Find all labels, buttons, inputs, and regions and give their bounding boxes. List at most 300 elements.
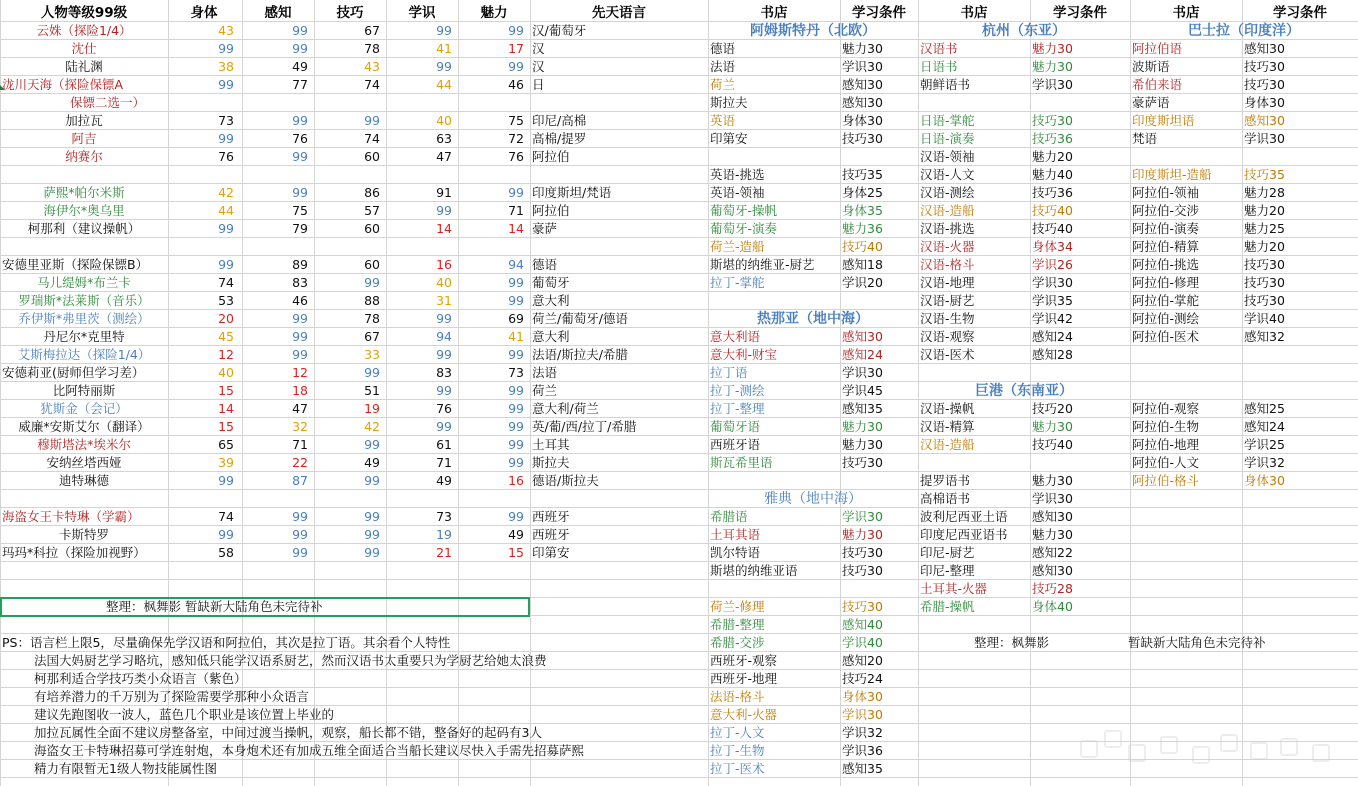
learning-condition[interactable]: 魅力30 [1032, 419, 1073, 434]
innate-language[interactable]: 西班牙 [532, 527, 570, 542]
learning-condition[interactable]: 魅力36 [842, 221, 883, 236]
learning-condition[interactable]: 感知25 [1244, 401, 1285, 416]
innate-language[interactable]: 斯拉夫 [532, 455, 570, 470]
stat-value[interactable]: 99 [508, 293, 524, 308]
stat-value[interactable]: 73 [218, 113, 234, 128]
learning-condition[interactable]: 魅力30 [1032, 41, 1073, 56]
character-name[interactable]: 穆斯塔法*埃米尔 [37, 437, 131, 452]
stat-value[interactable]: 40 [436, 113, 452, 128]
stat-value[interactable]: 32 [292, 419, 308, 434]
innate-language[interactable]: 葡萄牙 [532, 275, 570, 290]
stat-value[interactable]: 99 [292, 347, 308, 362]
innate-language[interactable]: 汉/葡萄牙 [532, 23, 587, 38]
stat-value[interactable]: 21 [436, 545, 452, 560]
character-name[interactable]: 迪特琳德 [58, 473, 109, 488]
learning-condition[interactable]: 学识42 [1032, 311, 1073, 326]
book-name[interactable] [1132, 148, 1242, 166]
header-body[interactable]: 身体 [190, 5, 218, 21]
book-name[interactable]: 汉语-格斗 [920, 257, 975, 272]
book-name[interactable]: 土耳其语 [710, 527, 761, 542]
learning-condition[interactable]: 身体30 [842, 113, 883, 128]
learning-condition[interactable]: 感知30 [1032, 509, 1073, 524]
learning-condition[interactable] [1244, 148, 1358, 166]
book-name[interactable]: 英语-领袖 [710, 185, 765, 200]
learning-condition[interactable]: 感知18 [842, 257, 883, 272]
character-name[interactable]: 安德里亚斯（探险保镖B） [2, 257, 149, 272]
learning-condition[interactable]: 技巧20 [1032, 401, 1073, 416]
stat-value[interactable]: 17 [508, 41, 524, 56]
stat-value[interactable]: 41 [436, 41, 452, 56]
learning-condition[interactable]: 技巧30 [842, 131, 883, 146]
ps-note-line[interactable]: 建议先跑图收一波人，蓝色几个职业是该位置上毕业的 [34, 707, 335, 722]
stat-value[interactable]: 44 [436, 77, 452, 92]
book-name[interactable] [1132, 382, 1242, 400]
learning-condition[interactable]: 学识40 [1244, 311, 1285, 326]
stat-value[interactable]: 33 [364, 347, 380, 362]
header-shop[interactable]: 书店 [1172, 5, 1200, 21]
stat-value[interactable] [242, 94, 308, 112]
book-name[interactable]: 印度斯坦-造船 [1132, 167, 1212, 182]
learning-condition[interactable]: 技巧30 [842, 563, 883, 578]
stat-value[interactable]: 99 [364, 545, 380, 560]
ps-note-line[interactable]: 精力有限暂无1级人物技能属性图 [34, 761, 217, 776]
learning-condition[interactable]: 魅力30 [842, 419, 883, 434]
stat-value[interactable]: 15 [218, 419, 234, 434]
stat-value[interactable] [458, 94, 524, 112]
learning-condition[interactable]: 学识45 [842, 383, 883, 398]
stat-value[interactable]: 15 [508, 545, 524, 560]
learning-condition[interactable]: 感知24 [1032, 329, 1073, 344]
stat-value[interactable]: 99 [292, 41, 308, 56]
stat-value[interactable]: 91 [436, 185, 452, 200]
book-name[interactable]: 希腊-交涉 [710, 635, 765, 650]
stat-value[interactable]: 99 [292, 23, 308, 38]
book-name[interactable]: 拉丁-整理 [710, 401, 765, 416]
learning-condition[interactable]: 感知40 [842, 617, 883, 632]
learning-condition[interactable]: 技巧30 [1244, 275, 1285, 290]
stat-value[interactable]: 49 [292, 59, 308, 74]
learning-condition[interactable]: 魅力30 [1032, 527, 1073, 542]
book-name[interactable] [1132, 364, 1242, 382]
stat-value[interactable]: 67 [364, 329, 380, 344]
stat-value[interactable]: 53 [218, 293, 234, 308]
learning-condition[interactable]: 身体34 [1032, 239, 1073, 254]
learning-condition[interactable]: 技巧30 [842, 455, 883, 470]
shop-city-title[interactable]: 热那亚（地中海） [757, 311, 869, 327]
learning-condition[interactable]: 魅力30 [1032, 473, 1073, 488]
character-name[interactable]: 玛玛*科拉（探险加视野） [2, 545, 146, 560]
learning-condition[interactable]: 感知30 [842, 329, 883, 344]
character-name[interactable]: 犹斯金（会记） [40, 401, 128, 416]
innate-language[interactable]: 法语/斯拉夫/希腊 [532, 347, 628, 362]
header-condition[interactable]: 学习条件 [1053, 5, 1107, 21]
stat-value[interactable]: 72 [508, 131, 524, 146]
stat-value[interactable]: 20 [218, 311, 234, 326]
stat-value[interactable]: 46 [292, 293, 308, 308]
stat-value[interactable]: 99 [292, 311, 308, 326]
character-name[interactable] [0, 490, 168, 508]
stat-value[interactable]: 89 [292, 257, 308, 272]
stat-value[interactable]: 79 [292, 221, 308, 236]
book-name[interactable]: 汉语-精算 [920, 419, 975, 434]
character-name[interactable] [0, 238, 168, 256]
innate-language[interactable]: 印第安 [532, 545, 570, 560]
stat-value[interactable]: 44 [218, 203, 234, 218]
stat-value[interactable]: 99 [292, 185, 308, 200]
shop-city-title[interactable]: 阿姆斯特丹（北欧） [750, 23, 876, 39]
header-shop[interactable]: 书店 [760, 5, 788, 21]
learning-condition[interactable] [1244, 382, 1358, 400]
stat-value[interactable] [458, 490, 524, 508]
stat-value[interactable]: 69 [508, 311, 524, 326]
book-name[interactable]: 波利尼西亚土语 [920, 509, 1008, 524]
stat-value[interactable]: 49 [364, 455, 380, 470]
stat-value[interactable]: 99 [436, 23, 452, 38]
organizer-note[interactable]: 整理：枫舞影 暂缺新大陆角色未完待补 [106, 599, 323, 614]
stat-value[interactable]: 99 [508, 185, 524, 200]
innate-language[interactable]: 荷兰/葡萄牙/德语 [532, 311, 628, 326]
learning-condition[interactable]: 技巧28 [1032, 581, 1073, 596]
stat-value[interactable]: 99 [508, 419, 524, 434]
stat-value[interactable]: 99 [218, 41, 234, 56]
stat-value[interactable]: 99 [218, 131, 234, 146]
innate-language[interactable]: 印度斯坦/梵语 [532, 185, 612, 200]
stat-value[interactable] [168, 166, 234, 184]
learning-condition[interactable] [842, 580, 918, 598]
book-name[interactable]: 印度斯坦语 [1132, 113, 1195, 128]
stat-value[interactable]: 99 [508, 23, 524, 38]
stat-value[interactable]: 51 [364, 383, 380, 398]
book-name[interactable]: 希伯来语 [1132, 77, 1183, 92]
character-name[interactable]: 罗瑞斯*法莱斯（音乐） [18, 293, 150, 308]
stat-value[interactable]: 46 [508, 77, 524, 92]
stat-value[interactable] [168, 490, 234, 508]
innate-language[interactable]: 豪萨 [532, 221, 558, 236]
learning-condition[interactable]: 学识32 [842, 725, 883, 740]
stat-value[interactable] [168, 238, 234, 256]
learning-condition[interactable] [842, 148, 918, 166]
stat-value[interactable]: 75 [292, 203, 308, 218]
book-name[interactable]: 英语-挑选 [710, 167, 765, 182]
book-name[interactable]: 阿拉伯语 [1132, 41, 1183, 56]
stat-value[interactable]: 99 [292, 149, 308, 164]
learning-condition[interactable]: 学识26 [1032, 257, 1073, 272]
header-charm[interactable]: 魅力 [480, 5, 508, 21]
book-name[interactable]: 拉丁语 [710, 365, 748, 380]
innate-language[interactable]: 阿拉伯 [532, 203, 570, 218]
stat-value[interactable]: 99 [436, 203, 452, 218]
learning-condition[interactable]: 学识30 [842, 59, 883, 74]
learning-condition[interactable]: 感知28 [1032, 347, 1073, 362]
stat-value[interactable]: 99 [508, 347, 524, 362]
innate-language[interactable]: 汉 [532, 59, 545, 74]
book-name[interactable]: 阿拉伯-观察 [1132, 401, 1200, 416]
stat-value[interactable]: 47 [436, 149, 452, 164]
character-name[interactable]: 纳赛尔 [65, 149, 103, 164]
stat-value[interactable]: 16 [508, 473, 524, 488]
learning-condition[interactable] [1032, 364, 1130, 382]
organizer-note-right[interactable]: 整理：枫舞影 [974, 635, 1050, 650]
innate-language[interactable] [532, 490, 708, 508]
stat-value[interactable]: 99 [508, 59, 524, 74]
learning-condition[interactable]: 学识20 [842, 275, 883, 290]
stat-value[interactable]: 75 [508, 113, 524, 128]
book-name[interactable]: 拉丁-测绘 [710, 383, 765, 398]
stat-value[interactable]: 74 [218, 275, 234, 290]
book-name[interactable]: 西班牙语 [710, 437, 761, 452]
stat-value[interactable]: 99 [508, 509, 524, 524]
book-name[interactable]: 汉语-造船 [920, 203, 975, 218]
character-name[interactable]: 威廉*安斯艾尔（翻译） [18, 419, 150, 434]
stat-value[interactable]: 99 [218, 257, 234, 272]
stat-value[interactable]: 12 [218, 347, 234, 362]
stat-value[interactable]: 99 [364, 113, 380, 128]
header-learning[interactable]: 学识 [408, 5, 436, 21]
stat-value[interactable]: 57 [364, 203, 380, 218]
learning-condition[interactable]: 技巧30 [1244, 293, 1285, 308]
book-name[interactable]: 朝鲜语书 [920, 77, 971, 92]
stat-value[interactable]: 99 [508, 401, 524, 416]
stat-value[interactable]: 74 [218, 509, 234, 524]
learning-condition[interactable]: 技巧30 [1244, 59, 1285, 74]
character-name[interactable]: 海盗女王卡特琳（学霸） [2, 509, 140, 524]
stat-value[interactable]: 14 [508, 221, 524, 236]
learning-condition[interactable]: 魅力20 [1244, 239, 1285, 254]
learning-condition[interactable]: 技巧30 [1032, 113, 1073, 128]
stat-value[interactable]: 99 [292, 509, 308, 524]
stat-value[interactable]: 14 [436, 221, 452, 236]
learning-condition[interactable]: 技巧35 [1244, 167, 1285, 182]
stat-value[interactable] [314, 166, 380, 184]
book-name[interactable]: 葡萄牙语 [710, 419, 761, 434]
book-name[interactable]: 阿拉伯-掌舵 [1132, 293, 1200, 308]
learning-condition[interactable]: 感知32 [1244, 329, 1285, 344]
header-innate-language[interactable]: 先天语言 [592, 5, 646, 21]
book-name[interactable]: 荷兰-造船 [710, 239, 765, 254]
stat-value[interactable]: 99 [436, 419, 452, 434]
book-name[interactable]: 印尼-厨艺 [920, 545, 975, 560]
learning-condition[interactable] [842, 472, 918, 490]
book-name[interactable]: 拉丁-医术 [710, 761, 765, 776]
ps-note-line[interactable]: 有培养潜力的千万别为了探险需要学那种小众语言 [34, 689, 310, 704]
stat-value[interactable]: 99 [364, 437, 380, 452]
stat-value[interactable]: 86 [364, 185, 380, 200]
book-name[interactable]: 荷兰 [710, 77, 736, 92]
stat-value[interactable]: 19 [436, 527, 452, 542]
stat-value[interactable]: 76 [436, 401, 452, 416]
stat-value[interactable] [386, 490, 452, 508]
stat-value[interactable]: 76 [292, 131, 308, 146]
stat-value[interactable]: 74 [364, 77, 380, 92]
learning-condition[interactable]: 魅力30 [842, 527, 883, 542]
book-name[interactable]: 希腊-整理 [710, 617, 765, 632]
learning-condition[interactable]: 技巧40 [842, 239, 883, 254]
stat-value[interactable] [314, 490, 380, 508]
book-name[interactable]: 阿拉伯-演奏 [1132, 221, 1200, 236]
learning-condition[interactable]: 技巧40 [1032, 437, 1073, 452]
book-name[interactable]: 阿拉伯-挑选 [1132, 257, 1200, 272]
innate-language[interactable]: 土耳其 [532, 437, 570, 452]
character-name[interactable]: 沈仕 [71, 41, 97, 56]
book-name[interactable] [710, 292, 840, 310]
shop-city-title[interactable]: 杭州（东亚） [982, 23, 1066, 39]
book-name[interactable]: 汉语-领袖 [920, 149, 975, 164]
learning-condition[interactable]: 感知30 [842, 95, 883, 110]
stat-value[interactable] [458, 166, 524, 184]
stat-value[interactable]: 73 [436, 509, 452, 524]
stat-value[interactable]: 41 [508, 329, 524, 344]
stat-value[interactable]: 58 [218, 545, 234, 560]
innate-language[interactable]: 荷兰 [532, 383, 558, 398]
learning-condition[interactable] [1032, 94, 1130, 112]
book-name[interactable]: 法语-格斗 [710, 689, 765, 704]
stat-value[interactable] [242, 490, 308, 508]
stat-value[interactable]: 78 [364, 311, 380, 326]
learning-condition[interactable]: 魅力20 [1244, 203, 1285, 218]
book-name[interactable] [710, 148, 840, 166]
book-name[interactable]: 日语-演奏 [920, 131, 975, 146]
character-name[interactable]: 比阿特丽斯 [52, 383, 116, 398]
character-name[interactable]: 柯那利（建议操帆） [27, 221, 141, 236]
missing-note-right[interactable]: 暂缺新大陆角色未完待补 [1128, 635, 1266, 650]
stat-value[interactable]: 99 [218, 221, 234, 236]
book-name[interactable]: 西班牙-地理 [710, 671, 778, 686]
stat-value[interactable]: 99 [218, 473, 234, 488]
stat-value[interactable]: 60 [364, 221, 380, 236]
book-name[interactable]: 意大利-火器 [710, 707, 778, 722]
learning-condition[interactable]: 魅力40 [1032, 167, 1073, 182]
book-name[interactable]: 葡萄牙-操帆 [710, 203, 778, 218]
stat-value[interactable]: 88 [364, 293, 380, 308]
character-name[interactable]: 安纳丝塔西娅 [46, 455, 122, 470]
stat-value[interactable]: 83 [292, 275, 308, 290]
stat-value[interactable] [386, 238, 452, 256]
stat-value[interactable] [458, 238, 524, 256]
stat-value[interactable]: 74 [364, 131, 380, 146]
book-name[interactable]: 希腊语 [710, 509, 748, 524]
innate-language[interactable]: 日 [532, 77, 545, 92]
book-name[interactable]: 英语 [710, 113, 736, 128]
learning-condition[interactable]: 魅力28 [1244, 185, 1285, 200]
learning-condition[interactable]: 学识36 [842, 743, 883, 758]
stat-value[interactable] [386, 94, 452, 112]
stat-value[interactable] [386, 166, 452, 184]
shop-city-title[interactable]: 巨港（东南亚） [975, 383, 1073, 399]
innate-language[interactable]: 印尼/高棉 [532, 113, 587, 128]
book-name[interactable]: 西班牙-观察 [710, 653, 778, 668]
learning-condition[interactable]: 感知35 [842, 401, 883, 416]
learning-condition[interactable]: 感知24 [842, 347, 883, 362]
book-name[interactable]: 印尼-整理 [920, 563, 975, 578]
learning-condition[interactable]: 魅力30 [1032, 59, 1073, 74]
stat-value[interactable]: 99 [218, 527, 234, 542]
learning-condition[interactable]: 技巧36 [1032, 131, 1073, 146]
innate-language[interactable]: 意大利/荷兰 [532, 401, 599, 416]
book-name[interactable]: 阿拉伯-修理 [1132, 275, 1200, 290]
learning-condition[interactable]: 学识30 [1032, 491, 1073, 506]
learning-condition[interactable]: 学识25 [1244, 437, 1285, 452]
character-name[interactable]: 加拉瓦 [65, 113, 103, 128]
stat-value[interactable]: 76 [508, 149, 524, 164]
character-name[interactable]: 泷川天海（探险保镖A [2, 77, 124, 92]
book-name[interactable]: 阿拉伯-精算 [1132, 239, 1200, 254]
book-name[interactable] [920, 94, 1030, 112]
stat-value[interactable]: 45 [218, 329, 234, 344]
stat-value[interactable]: 43 [218, 23, 234, 38]
innate-language[interactable]: 高棉/提罗 [532, 131, 587, 146]
book-name[interactable]: 汉语-观察 [920, 329, 975, 344]
book-name[interactable]: 豪萨语 [1132, 95, 1170, 110]
stat-value[interactable]: 94 [436, 329, 452, 344]
stat-value[interactable]: 65 [218, 437, 234, 452]
stat-value[interactable]: 12 [292, 365, 308, 380]
book-name[interactable]: 印第安 [710, 131, 748, 146]
learning-condition[interactable]: 身体25 [842, 185, 883, 200]
stat-value[interactable]: 18 [292, 383, 308, 398]
stat-value[interactable]: 15 [218, 383, 234, 398]
header-skill[interactable]: 技巧 [336, 5, 364, 21]
innate-language[interactable]: 英/葡/西/拉丁/希腊 [532, 419, 637, 434]
learning-condition[interactable]: 感知24 [1244, 419, 1285, 434]
learning-condition[interactable]: 感知30 [1244, 113, 1285, 128]
innate-language[interactable]: 阿拉伯 [532, 149, 570, 164]
stat-value[interactable]: 99 [292, 545, 308, 560]
learning-condition[interactable]: 感知30 [1032, 563, 1073, 578]
book-name[interactable]: 阿拉伯-生物 [1132, 419, 1200, 434]
stat-value[interactable]: 49 [508, 527, 524, 542]
book-name[interactable]: 德语 [710, 41, 736, 56]
stat-value[interactable]: 60 [364, 257, 380, 272]
character-name[interactable]: 阿吉 [71, 131, 97, 146]
learning-condition[interactable]: 感知30 [1244, 41, 1285, 56]
learning-condition[interactable]: 学识30 [1244, 131, 1285, 146]
stat-value[interactable] [168, 94, 234, 112]
stat-value[interactable]: 99 [364, 365, 380, 380]
character-name[interactable]: 乔伊斯*弗里茨（测绘） [18, 311, 150, 326]
ps-note-line[interactable]: 法国大妈厨艺学习略坑，感知低只能学汉语系厨艺，然而汉语书太重要只为学厨艺给她太浪费 [34, 653, 547, 668]
learning-condition[interactable]: 技巧30 [842, 545, 883, 560]
learning-condition[interactable]: 魅力20 [1032, 149, 1073, 164]
stat-value[interactable]: 99 [364, 509, 380, 524]
stat-value[interactable]: 47 [292, 401, 308, 416]
book-name[interactable]: 汉语-操帆 [920, 401, 975, 416]
book-name[interactable]: 汉语-人文 [920, 167, 975, 182]
book-name[interactable]: 阿拉伯-医术 [1132, 329, 1200, 344]
learning-condition[interactable]: 身体35 [842, 203, 883, 218]
book-name[interactable]: 提罗语书 [920, 473, 971, 488]
stat-value[interactable]: 22 [292, 455, 308, 470]
stat-value[interactable]: 67 [364, 23, 380, 38]
ps-note-line[interactable]: PS：语言栏上限5，尽量确保先学汉语和阿拉伯，其次是拉丁语。其余看个人特性 [2, 635, 451, 650]
stat-value[interactable]: 99 [436, 383, 452, 398]
header-perception[interactable]: 感知 [264, 5, 292, 21]
book-name[interactable]: 斯堪的纳维亚语 [710, 563, 798, 578]
stat-value[interactable]: 99 [508, 437, 524, 452]
stat-value[interactable]: 99 [508, 383, 524, 398]
learning-condition[interactable]: 技巧30 [1244, 77, 1285, 92]
learning-condition[interactable]: 学识30 [842, 509, 883, 524]
stat-value[interactable]: 99 [436, 347, 452, 362]
book-name[interactable]: 阿拉伯-测绘 [1132, 311, 1200, 326]
ps-note-line[interactable]: 柯那利适合学技巧类小众语言（紫色） [34, 671, 247, 686]
learning-condition[interactable]: 技巧40 [1032, 221, 1073, 236]
character-name[interactable]: 卡斯特罗 [58, 527, 109, 542]
learning-condition[interactable]: 感知22 [1032, 545, 1073, 560]
character-name[interactable]: 海伊尔*奥乌里 [43, 203, 125, 218]
stat-value[interactable]: 77 [292, 77, 308, 92]
learning-condition[interactable] [1244, 346, 1358, 364]
ps-note-line[interactable]: 加拉瓦属性全面不建议房整备室，中间过渡当操帆，观察，船长都不错，整备好的起码有3人 [34, 725, 542, 740]
